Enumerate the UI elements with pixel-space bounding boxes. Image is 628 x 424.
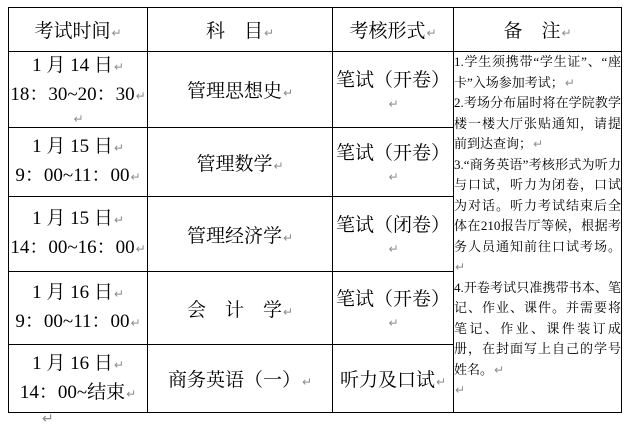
remark-note-text: 3.“商务英语”考核形式为听力与口试，听力为闭卷，口试为对话。听力考试结束后全体在210报告厅等候，根据考务人员通知前往口试考场。	[454, 156, 621, 254]
exam-hours: 9：00~11：00	[15, 311, 130, 332]
paragraph-mark-icon: ↵	[455, 383, 466, 397]
header-exam-time-label: 考试时间	[34, 21, 111, 42]
remark-note-text: 4.开卷考试只准携带书本、笔记、作业、课件。并需要将笔记、作业、课件装订成册，在封面写上自己的学号姓名。	[454, 279, 621, 377]
remark-note	[454, 93, 621, 155]
paragraph-mark-icon: ↵	[126, 386, 137, 401]
exam-date: 1 月 15 日	[32, 136, 113, 157]
subject-cell[interactable]	[148, 345, 333, 413]
paragraph-mark-icon: ↵	[564, 75, 575, 90]
exam-hours: 14：00~结束	[19, 381, 126, 403]
paragraph-mark-icon: ↵	[494, 362, 505, 377]
header-assessment-form-label: 考核形式	[349, 21, 426, 42]
subject-cell[interactable]	[148, 197, 333, 272]
subject-label: 管理思想史	[186, 81, 282, 102]
subject-label: 会 计 学	[186, 299, 282, 321]
remark-note	[454, 278, 621, 381]
assessment-form-label: 笔试（开卷）	[335, 142, 450, 164]
paragraph-mark-icon: ↵	[533, 137, 544, 151]
exam-hours: 9：00~11：00	[15, 165, 130, 186]
paragraph-mark-icon: ↵	[130, 316, 141, 330]
paragraph-mark-icon: ↵	[135, 242, 146, 256]
exam-time-cell[interactable]	[9, 128, 148, 197]
paragraph-mark-icon: ↵	[282, 304, 294, 319]
paragraph-mark-icon: ↵	[113, 287, 124, 301]
paragraph-mark-icon: ↵	[113, 213, 124, 227]
paragraph-mark-icon: ↵	[130, 170, 141, 184]
assessment-form-label: 听力及口试	[339, 370, 435, 391]
paragraph-mark-icon: ↵	[388, 97, 399, 111]
paragraph-mark-icon: ↵	[263, 26, 275, 40]
paragraph-mark-icon: ↵	[388, 241, 399, 256]
assessment-form-cell[interactable]	[333, 272, 454, 345]
subject-cell[interactable]	[148, 272, 333, 345]
header-subject-label: 科 目	[205, 21, 263, 42]
table-row	[9, 52, 622, 128]
paragraph-mark-icon: ↵	[113, 357, 124, 372]
paragraph-mark-icon: ↵	[388, 315, 399, 330]
remarks-cell[interactable]	[454, 52, 622, 413]
assessment-form-cell[interactable]	[333, 128, 454, 197]
remark-note-text: 1.学生须携带“学生证”、“座卡”入场参加考试；	[454, 54, 621, 90]
exam-hours: 18：30~20：30	[10, 84, 135, 105]
header-remarks-label: 备 注	[503, 21, 561, 42]
paragraph-mark-icon: ↵	[113, 141, 124, 155]
remark-note	[454, 52, 621, 93]
header-assessment-form[interactable]	[333, 8, 454, 52]
paragraph-mark-icon: ↵	[282, 86, 294, 100]
paragraph-mark-icon: ↵	[273, 158, 284, 173]
assessment-form-label: 笔试（开卷）	[335, 288, 450, 310]
assessment-form-cell[interactable]	[333, 197, 454, 272]
header-row	[9, 8, 622, 52]
paragraph-mark-icon: ↵	[111, 26, 122, 40]
paragraph-mark-icon: ↵	[435, 375, 447, 389]
paragraph-mark-icon: ↵	[73, 112, 84, 126]
subject-cell[interactable]	[148, 128, 333, 197]
paragraph-mark-icon: ↵	[135, 89, 146, 103]
exam-time-cell[interactable]	[9, 197, 148, 272]
subject-cell[interactable]	[148, 52, 333, 128]
header-exam-time[interactable]	[9, 8, 148, 52]
exam-time-cell[interactable]	[9, 52, 148, 128]
remark-note	[454, 155, 621, 278]
subject-label: 管理数学	[196, 153, 273, 175]
empty-paragraph	[454, 380, 621, 401]
exam-schedule-table	[8, 7, 622, 413]
paragraph-mark-icon: ↵	[455, 260, 466, 274]
header-subject[interactable]	[148, 8, 333, 52]
assessment-form-cell[interactable]	[333, 52, 454, 128]
paragraph-mark-icon: ↵	[282, 230, 294, 245]
assessment-form-label: 笔试（开卷）	[335, 70, 450, 91]
exam-hours: 14：00~16：00	[10, 237, 135, 258]
document-end-paragraph-mark-icon: ↵	[42, 411, 54, 424]
paragraph-mark-icon: ↵	[301, 375, 313, 389]
assessment-form-label: 笔试（闭卷）	[335, 214, 450, 236]
paragraph-mark-icon: ↵	[426, 26, 437, 40]
exam-date: 1 月 16 日	[32, 352, 113, 374]
exam-date: 1 月 14 日	[32, 55, 113, 76]
subject-label: 商务英语（一）	[167, 370, 301, 391]
remark-note-text: 2.考场分布届时将在学院教学楼一楼大厅张贴通知，请提前到达查询；	[454, 95, 621, 151]
exam-date: 1 月 16 日	[32, 282, 113, 303]
assessment-form-cell[interactable]	[333, 345, 454, 413]
subject-label: 管理经济学	[186, 225, 282, 247]
header-remarks[interactable]	[454, 8, 622, 52]
exam-date: 1 月 15 日	[32, 208, 113, 229]
paragraph-mark-icon: ↵	[113, 60, 124, 74]
exam-time-cell[interactable]	[9, 272, 148, 345]
paragraph-mark-icon: ↵	[388, 169, 399, 184]
exam-time-cell[interactable]	[9, 345, 148, 413]
paragraph-mark-icon: ↵	[561, 26, 572, 40]
